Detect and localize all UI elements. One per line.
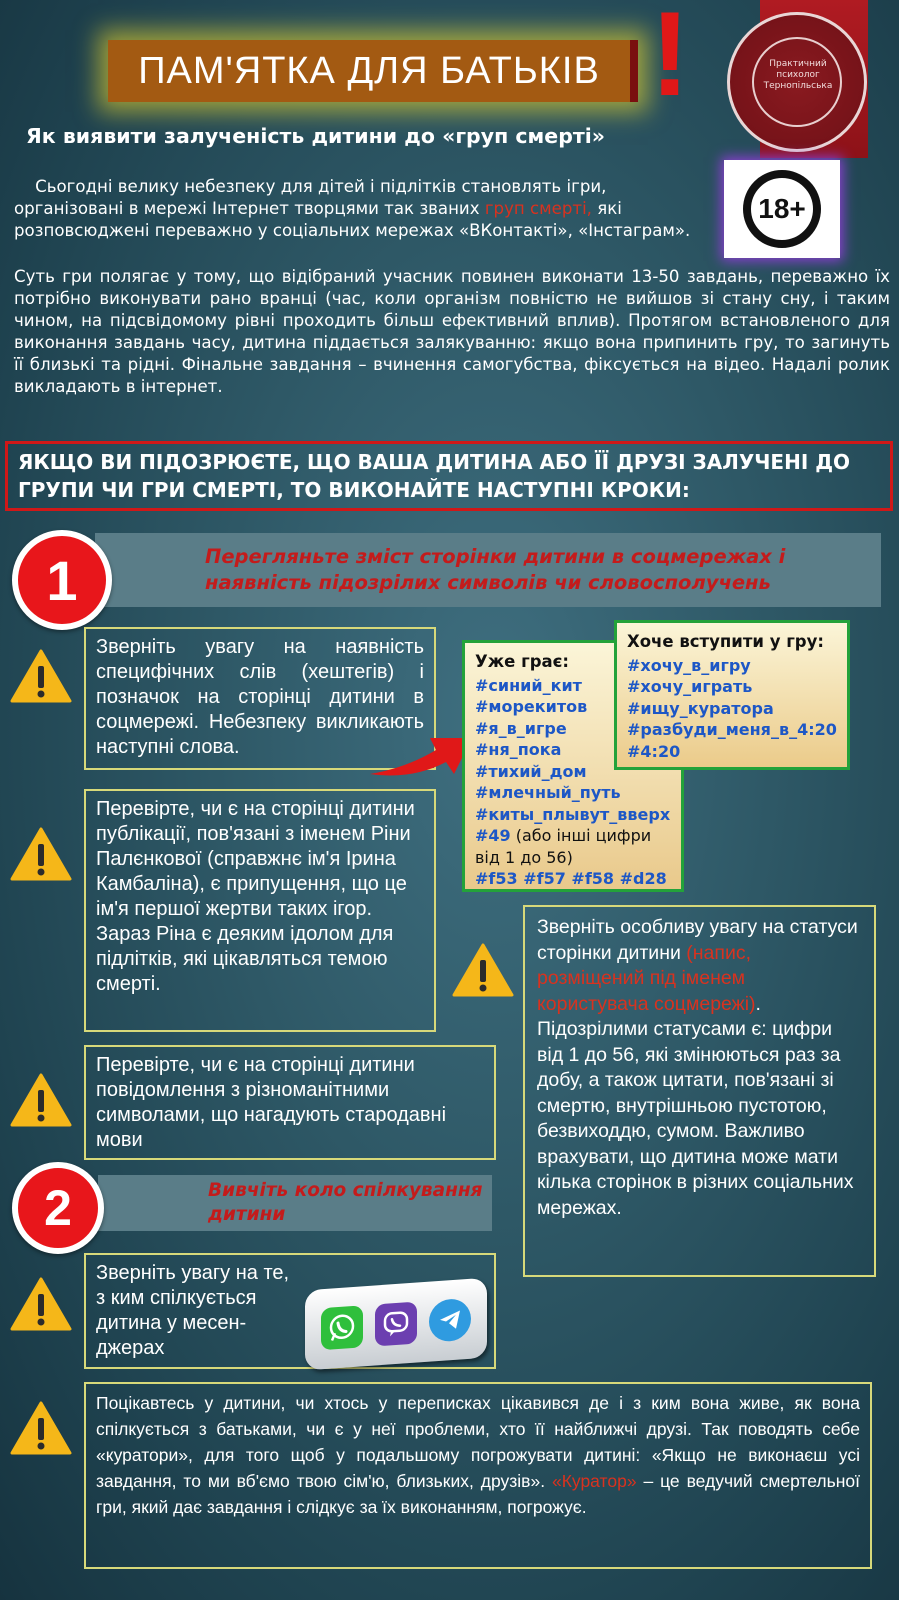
hashtag-number-line — [475, 825, 671, 868]
messenger-apps — [305, 1278, 487, 1371]
hashtag: #49 — [475, 826, 511, 845]
hashtag: #млечный_путь — [475, 783, 621, 802]
alert-box — [5, 441, 893, 511]
age-restriction-icon: 18+ — [743, 170, 821, 248]
warning-icon — [10, 1400, 72, 1456]
hashtag: #киты_плывут_вверх — [475, 804, 671, 824]
hashtag: #ищу_куратора — [627, 698, 774, 718]
intro-paragraph-2: Суть гри полягає у тому, що відібраний учасник повинен виконати 13-50 завдань, переважно їх потрібно виконувати рано вранці (час, коли організм повністю не вийшов зі стану сну, і таким чином, на підсвідомому рівні проходить більш ефективний вплив). Протягом встановленого для виконання завдань часу, дитина піддається залякуванню: якщо вона припинить гру, то загинуть її близькі та рідні. Фінальне завдання – вчинення самогубства, фіксується на відео. Надалі ролик викладають в інтернет. — [14, 267, 890, 396]
info-box-rina: Перевірте, чи є на сторінці дитини публікації, пов'язані з іменем Ріни Палєнкової (справжнє ім'я Ірина Камбаліна), є припущення, що це ім'я першої жертви таких ігор. Зараз Ріна є деяким ідолом для підлітків, які цікавляться темою смерті. — [84, 789, 436, 1032]
red-arrow-icon — [366, 722, 476, 780]
step-1-banner — [95, 533, 881, 607]
hashtag: #ня_пока — [475, 740, 562, 759]
hashtag-note: (або інші цифри від 1 до 56) — [475, 826, 652, 867]
page-subtitle: Як виявити залученість дитини до «груп смерті» — [26, 124, 606, 148]
status-text: Зверніть особливу увагу на статуси сторінки дитини — [537, 916, 858, 964]
hashtag: #хочу_играть — [627, 677, 753, 696]
hashtag: #синий_кит — [475, 675, 582, 695]
hashtags-playing-heading: Уже грає: — [475, 652, 570, 671]
exclamation-mark: ! — [650, 0, 690, 121]
hashtags-join-heading: Хоче вступити у гру: — [627, 632, 824, 651]
curators-highlight: «Куратор» — [551, 1471, 637, 1491]
intro-highlight: груп смерті, — [484, 199, 592, 218]
step-1-title: Перегляньте зміст сторінки дитини в соцмережах і наявність підозрілих символів чи словосполучень — [205, 545, 786, 594]
curators-text-end: – це ведучий смертельної гри, який дає завдання і слідкує за їх виконанням, погрожує. — [96, 1471, 860, 1517]
info-box-status — [523, 905, 876, 1277]
step-2-number: 2 — [12, 1162, 104, 1254]
warning-icon — [452, 942, 514, 998]
status-text-end: . Підозрілими статусами є: цифри від 1 до 56, які змінюються раз за добу, а також цитати, пов'язані зі смертю, внутрішньою пустотою, безвиходдю, сумом. Важливо врахувати, що дитина може мати кілька сторінок в різних соціальних мережах. — [537, 992, 854, 1219]
intro-text-end: які розповсюджені переважно у соціальних мережах «ВКонтакті», «Інстаграм». — [14, 199, 691, 240]
warning-icon — [10, 1276, 72, 1332]
viber-icon — [375, 1302, 417, 1347]
age-restriction-badge — [724, 160, 840, 258]
hashtag: #я_в_игре — [475, 718, 567, 738]
hashtag: #4:20 — [627, 741, 681, 761]
step-2-title: Вивчіть коло спілкування дитини — [208, 1180, 483, 1225]
whatsapp-icon — [321, 1305, 363, 1350]
intro-paragraph-1 — [14, 176, 694, 242]
page-title-box — [108, 40, 638, 102]
step-2-banner — [98, 1175, 492, 1231]
hashtags-join-box — [614, 620, 850, 770]
hashtag: #f53 #f57 #f58 #d28 — [475, 869, 667, 888]
alert-text: ЯКЩО ВИ ПІДОЗРЮЄТЕ, ЩО ВАША ДИТИНА АБО ЇЇ ДРУЗІ ЗАЛУЧЕНІ ДО ГРУПИ ЧИ ГРИ СМЕРТІ, ТО ВИКОНАЙТЕ НАСТУПНІ КРОКИ: — [18, 450, 851, 502]
seal-text: Практичний психолог Тернопільська — [763, 59, 833, 91]
hashtag: #разбуди_меня_в_4:20 — [627, 720, 837, 739]
warning-icon — [10, 1072, 72, 1128]
hashtag: #тихий_дом — [475, 761, 587, 781]
curators-text: Поцікавтесь у дитини, чи хтось у переписках цікавився де і з ким вона живе, як вона спілкується з батьками, чи є у неї проблеми, хто її найближчі друзі. Так поводять себе «куратори», для того щоб у подальшому погрожувати дитині: «Якщо не виконаєш усі завдання, то ми вб'ємо твою сім'ю, близьких, друзів». — [96, 1393, 860, 1491]
warning-icon — [10, 826, 72, 882]
hashtag: #хочу_в_игру — [627, 655, 751, 675]
warning-icon — [10, 648, 72, 704]
hashtag: #морекитов — [475, 697, 588, 716]
telegram-icon — [429, 1298, 471, 1343]
messengers-text: Зверніть увагу на те, з ким спілкується дитина у месен-джерах — [96, 1262, 290, 1359]
psychologist-seal — [727, 12, 867, 152]
status-highlight: (напис, розміщений під іменем користувача соцмережі) — [537, 941, 756, 1015]
info-box-curators — [84, 1382, 872, 1569]
page-title: ПАМ'ЯТКА ДЛЯ БАТЬКІВ — [138, 49, 600, 92]
info-box-symbols: Перевірте, чи є на сторінці дитини повідомлення з різноманітними символами, що нагадують стародавні мови — [84, 1045, 496, 1160]
step-1-number: 1 — [12, 530, 112, 630]
intro-text: Сьогодні велику небезпеку для дітей і підлітків становлять ігри, організовані в мережі Інтернет творцями так званих — [14, 177, 607, 218]
info-box-hashtags: Зверніть увагу на наявність специфічних слів (хештегів) і позначок на сторінці дитини в соцмережі. Небезпеку викликають наступні слова. — [84, 627, 436, 770]
